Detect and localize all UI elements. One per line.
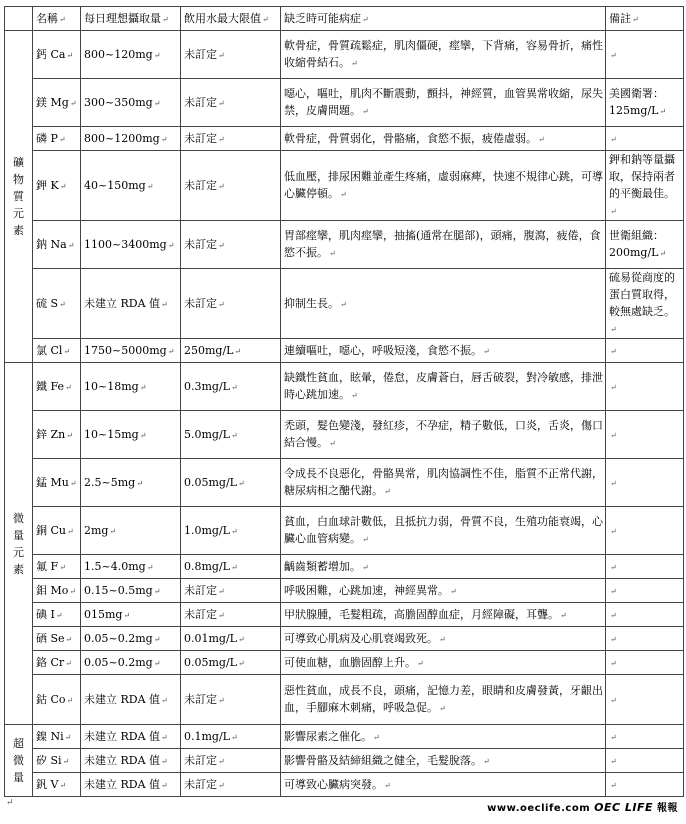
table-row: [5, 127, 684, 151]
group-label-char: 量: [13, 771, 24, 784]
water-limit: 5.0mg/L ↵: [181, 411, 281, 459]
deficiency-symptom: 軟骨症，骨質弱化，骨骼痛，食慾不振，疲倦虛弱。 ↵: [281, 127, 606, 151]
group-label-char: 質: [13, 190, 24, 203]
water-limit: 0.3mg/L ↵: [181, 363, 281, 411]
deficiency-symptom: 惡性貧血，成長不良，頭痛，記憶力差，眼睛和皮膚發黃，牙齦出血，手腳麻木刺痛，呼吸急促。 ↵: [281, 675, 606, 725]
footer-suffix: 報報: [657, 803, 678, 814]
table-row: [5, 555, 684, 579]
table-row: [5, 411, 684, 459]
water-limit: 未訂定 ↵: [181, 675, 281, 725]
daily-intake: 未建立 RDA 值 ↵: [81, 725, 181, 749]
remark: [606, 773, 684, 797]
element-name: 鉀 K ↵: [33, 151, 81, 221]
group-label-char: 微: [13, 511, 24, 525]
water-limit: 未訂定 ↵: [181, 31, 281, 79]
daily-intake: 10~18mg ↵: [81, 363, 181, 411]
daily-intake: 未建立 RDA 值 ↵: [81, 773, 181, 797]
remark: [606, 555, 684, 579]
group-label-char: 超: [13, 737, 24, 750]
deficiency-symptom: 影響尿素之催化。 ↵: [281, 725, 606, 749]
daily-intake: 40~150mg ↵: [81, 151, 181, 221]
daily-intake: 2.5~5mg ↵: [81, 459, 181, 507]
element-name: 鈷 Co ↵: [33, 675, 81, 725]
table-row: [5, 459, 684, 507]
footer-brand: [487, 799, 678, 814]
daily-intake: 1750~5000mg ↵: [81, 339, 181, 363]
water-limit: 0.8mg/L ↵: [181, 555, 281, 579]
table-row: [5, 151, 684, 221]
remark: [606, 459, 684, 507]
table-row: [5, 269, 684, 339]
remark: [606, 411, 684, 459]
table-row: [5, 363, 684, 411]
group-label: [5, 31, 33, 363]
deficiency-symptom: 貧血，白血球計數低，且抵抗力弱，骨質不良，生殖功能衰竭，心臟心血管病變。 ↵: [281, 507, 606, 555]
table-row: [5, 221, 684, 269]
daily-intake: 300~350mg ↵: [81, 79, 181, 127]
group-label: [5, 363, 33, 725]
deficiency-symptom: 可導致心臟病突發。 ↵: [281, 773, 606, 797]
table-row: [5, 507, 684, 555]
footer-brand-name: OEC LIFE: [594, 801, 654, 814]
remark: 硫易從商度的蛋白質取得，較無處缺乏。 ↵: [606, 269, 684, 339]
daily-intake: 1100~3400mg ↵: [81, 221, 181, 269]
remark: [606, 339, 684, 363]
remark: [606, 507, 684, 555]
deficiency-symptom: 影響骨骼及結締組織之健全，毛髮脫落。 ↵: [281, 749, 606, 773]
deficiency-symptom: 禿頭，髮色變淺，發紅疹，不孕症，精子數低，口炎，舌炎，傷口結合慢。 ↵: [281, 411, 606, 459]
table-row: [5, 725, 684, 749]
element-name: 釩 V ↵: [33, 773, 81, 797]
deficiency-symptom: 齲齒類蓄增加。 ↵: [281, 555, 606, 579]
group-label: [5, 725, 33, 797]
water-limit: 未訂定 ↵: [181, 79, 281, 127]
remark: [606, 725, 684, 749]
element-name: 鐵 Fe ↵: [33, 363, 81, 411]
deficiency-symptom: 呼吸困難，心跳加速，神經異常。 ↵: [281, 579, 606, 603]
remark: [606, 603, 684, 627]
water-limit: 未訂定 ↵: [181, 603, 281, 627]
water-limit: 未訂定 ↵: [181, 151, 281, 221]
water-limit: 未訂定 ↵: [181, 579, 281, 603]
header-note: 備註 ↵: [606, 7, 684, 31]
footer: [0, 796, 686, 818]
element-name: 銅 Cu ↵: [33, 507, 81, 555]
water-limit: 未訂定 ↵: [181, 269, 281, 339]
daily-intake: 未建立 RDA 值 ↵: [81, 269, 181, 339]
daily-intake: 015mg ↵: [81, 603, 181, 627]
remark: [606, 127, 684, 151]
table-row: [5, 31, 684, 79]
remark: [606, 627, 684, 651]
daily-intake: 2mg ↵: [81, 507, 181, 555]
daily-intake: 0.05~0.2mg ↵: [81, 651, 181, 675]
deficiency-symptom: 胃部痙攣，肌肉痙攣，抽搐(通常在腿部)，頭痛，腹瀉，疲倦，食慾不振。 ↵: [281, 221, 606, 269]
remark: [606, 31, 684, 79]
header-blank: [5, 7, 33, 31]
table-row: [5, 79, 684, 127]
element-name: 鎂 Mg ↵: [33, 79, 81, 127]
deficiency-symptom: 連續嘔吐，噁心，呼吸短淺，食慾不振。 ↵: [281, 339, 606, 363]
remark: 世衛組織：200mg/L ↵: [606, 221, 684, 269]
table-row: [5, 627, 684, 651]
element-name: 鉻 Cr ↵: [33, 651, 81, 675]
group-label-char: 素: [13, 224, 24, 237]
element-name: 氟 F ↵: [33, 555, 81, 579]
deficiency-symptom: 噁心，嘔吐，肌肉不斷震動，顫抖，神經質，血管異常收縮，尿失禁，皮膚問題。 ↵: [281, 79, 606, 127]
element-name: 鈣 Ca ↵: [33, 31, 81, 79]
table-row: [5, 579, 684, 603]
minerals-table: [4, 6, 684, 797]
group-label-char: 元: [13, 545, 24, 559]
deficiency-symptom: 甲狀腺腫，毛髮粗疏，高膽固醇血症，月經障礙，耳聾。 ↵: [281, 603, 606, 627]
deficiency-symptom: 令成長不良惡化，骨骼異常，肌肉協調性不佳，脂質不正常代謝，糖尿病相之醣代謝。 ↵: [281, 459, 606, 507]
daily-intake: 800~120mg ↵: [81, 31, 181, 79]
element-name: 鎳 Ni ↵: [33, 725, 81, 749]
element-name: 硒 Se ↵: [33, 627, 81, 651]
element-name: 錳 Mu ↵: [33, 459, 81, 507]
remark: [606, 363, 684, 411]
daily-intake: 800~1200mg ↵: [81, 127, 181, 151]
deficiency-symptom: 可導致心肌病及心肌衰竭致死。 ↵: [281, 627, 606, 651]
remark: [606, 651, 684, 675]
group-label-char: 量: [13, 528, 24, 542]
water-limit: 0.01mg/L ↵: [181, 627, 281, 651]
header-limit: 飲用水最大限值 ↵: [181, 7, 281, 31]
group-label-char: 物: [13, 173, 24, 186]
water-limit: 0.05mg/L ↵: [181, 459, 281, 507]
table-row: [5, 339, 684, 363]
element-name: 氯 Cl ↵: [33, 339, 81, 363]
element-name: 鈉 Na ↵: [33, 221, 81, 269]
table-row: [5, 603, 684, 627]
daily-intake: 10~15mg ↵: [81, 411, 181, 459]
element-name: 矽 Si ↵: [33, 749, 81, 773]
footer-url: www.oeclife.com: [487, 803, 591, 814]
daily-intake: 1.5~4.0mg ↵: [81, 555, 181, 579]
remark: [606, 675, 684, 725]
remark: 鉀和鈉等量攝取，保持兩者的平衡最佳。 ↵: [606, 151, 684, 221]
water-limit: 1.0mg/L ↵: [181, 507, 281, 555]
water-limit: 0.05mg/L ↵: [181, 651, 281, 675]
header-symptom: 缺乏時可能病症 ↵: [281, 7, 606, 31]
table-row: [5, 773, 684, 797]
daily-intake: 未建立 RDA 值 ↵: [81, 749, 181, 773]
deficiency-symptom: 缺鐵性貧血，眩暈，倦怠，皮膚蒼白，唇舌破裂，對冷敏感，排泄時心跳加速。 ↵: [281, 363, 606, 411]
header-name: 名稱 ↵: [33, 7, 81, 31]
deficiency-symptom: 軟骨症，骨質疏鬆症，肌肉僵硬，痙攣，下背痛，容易骨折，痛性收縮骨結石。 ↵: [281, 31, 606, 79]
header-row: [5, 7, 684, 31]
group-label-char: 微: [13, 754, 24, 767]
water-limit: 未訂定 ↵: [181, 749, 281, 773]
remark: [606, 579, 684, 603]
group-label-char: 素: [13, 562, 24, 576]
element-name: 鋅 Zn ↵: [33, 411, 81, 459]
deficiency-symptom: 低血壓，排尿困難並產生疼痛，虛弱麻痺，快速不規律心跳，可導心臟停頓。 ↵: [281, 151, 606, 221]
group-label-char: 元: [13, 207, 24, 220]
element-name: 磷 P ↵: [33, 127, 81, 151]
table-row: [5, 749, 684, 773]
water-limit: 未訂定 ↵: [181, 773, 281, 797]
header-intake: 每日理想攝取量 ↵: [81, 7, 181, 31]
daily-intake: 0.15~0.5mg ↵: [81, 579, 181, 603]
element-name: 碘 I ↵: [33, 603, 81, 627]
deficiency-symptom: 抑制生長。 ↵: [281, 269, 606, 339]
water-limit: 0.1mg/L ↵: [181, 725, 281, 749]
remark: [606, 749, 684, 773]
table-row: [5, 651, 684, 675]
daily-intake: 0.05~0.2mg ↵: [81, 627, 181, 651]
water-limit: 未訂定 ↵: [181, 221, 281, 269]
table-row: [5, 675, 684, 725]
deficiency-symptom: 可使血糖，血膽固醇上升。 ↵: [281, 651, 606, 675]
element-name: 硫 S ↵: [33, 269, 81, 339]
remark: 美國衛署：125mg/L ↵: [606, 79, 684, 127]
daily-intake: 未建立 RDA 值 ↵: [81, 675, 181, 725]
footer-mark: ↵: [6, 798, 14, 808]
group-label-char: 礦: [13, 156, 24, 169]
water-limit: 未訂定 ↵: [181, 127, 281, 151]
water-limit: 250mg/L ↵: [181, 339, 281, 363]
element-name: 鉬 Mo ↵: [33, 579, 81, 603]
